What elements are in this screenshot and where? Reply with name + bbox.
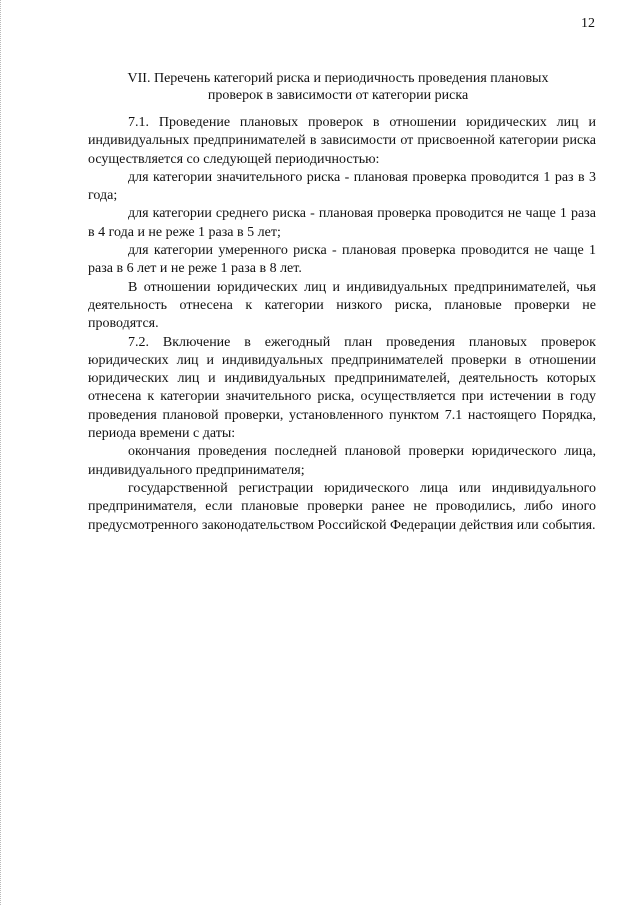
page-number: 12 [581, 16, 595, 31]
paragraph-moderate-risk: для категории умеренного риска - плановая проверка проводится не чаще 1 раза в 6 лет и не реже 1 раза в 8 лет. [88, 243, 596, 277]
paragraph-significant-risk: для категории значительного риска - плановая проверка проводится 1 раз в 3 года; [88, 169, 596, 204]
paragraph-last-inspection: окончания проведения последней плановой проверки юридического лица, индивидуального предпринимателя; [88, 444, 596, 478]
section-title [88, 70, 588, 104]
page-edge [0, 0, 4, 905]
paragraph-medium-risk: для категории среднего риска - плановая проверка проводится не чаще 1 раза в 4 года и не реже 1 раза в 5 лет; [88, 206, 596, 240]
paragraph-state-registration: государственной регистрации юридического лица или индивидуального предпринимателя, если плановые проверки ранее не проводились, либо иного предусмотренного законодательством Российской Федерации действия или события. [88, 480, 596, 533]
section-title-line-1: VII. Перечень категорий риска и периодичность проведения плановых [127, 71, 549, 86]
paragraph-low-risk: В отношении юридических лиц и индивидуальных предпринимателей, чья деятельность отнесена к категории низкого риска, плановые проверки не проводятся. [88, 279, 596, 332]
paragraph-7-1: 7.1. Проведение плановых проверок в отношении юридических лиц и индивидуальных предпринимателей в зависимости от присвоенной категории риска осуществляется со следующей периодичностью: [88, 115, 596, 167]
section-title-line-2: проверок в зависимости от категории риска [207, 88, 469, 103]
paragraph-7-2: 7.2. Включение в ежегодный план проведения плановых проверок юридических лиц и индивидуальных предпринимателей проверки в отношении юридических лиц и индивидуальных предпринимателей, деятельность которых отнесена к категории значительного риска, осуществляется при истечении в году проведения плановой проверки, установленного пунктом 7.1 настоящего Порядка, периода времени с даты: [88, 334, 596, 442]
document-body [88, 114, 596, 535]
